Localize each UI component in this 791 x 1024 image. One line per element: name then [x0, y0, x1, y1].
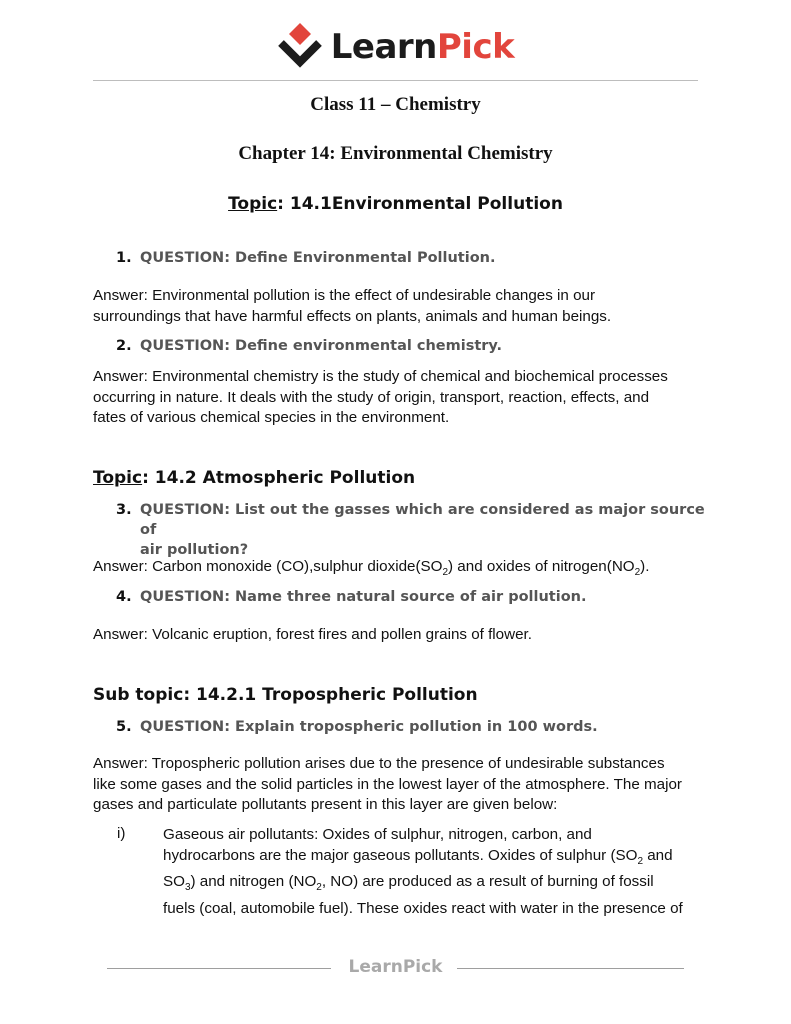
- class-title: Class 11 – Chemistry: [310, 94, 481, 115]
- learnpick-logo: [0, 22, 791, 72]
- topic-heading-1: Topic: 14.1Environmental Pollution: [228, 194, 563, 214]
- header-divider: [93, 80, 698, 81]
- chapter-title: Chapter 14: Environmental Chemistry: [238, 143, 553, 164]
- question-5: 5. QUESTION: Explain tropospheric pollution in 100 words.: [116, 719, 598, 735]
- question-2: 2. QUESTION: Define environmental chemistry.: [116, 338, 503, 354]
- list-marker: i): [117, 825, 126, 842]
- topic-heading-2: Topic: 14.2 Atmospheric Pollution: [93, 468, 416, 488]
- logo-text: LearnPick: [330, 27, 515, 67]
- answer-2: Answer: Environmental chemistry is the study of chemical and biochemical processes occurring in nature. It deals with the study of origin, transport, reaction, effects, and fates of various chemical species in the environment.: [93, 368, 668, 426]
- list-item-gaseous-pollutants: Gaseous air pollutants: Oxides of sulphur, nitrogen, carbon, and hydrocarbons are the major gaseous pollutants. Oxides of sulphur ($SO_2$ and $SO_3$) and nitrogen ($NO_2$, NO) are produced as a result of burning of fossil fuels (coal, automobile fuel). These oxides react with water in the presence of: [163, 826, 683, 917]
- answer-4: Answer: Volcanic eruption, forest fires and pollen grains of flower.: [93, 626, 532, 643]
- footer-brand: LearnPick: [348, 957, 443, 977]
- question-4: 4. QUESTION: Name three natural source of air pollution.: [116, 589, 587, 605]
- learnpick-diamond-icon: [277, 23, 323, 71]
- answer-1: Answer: Environmental pollution is the effect of undesirable changes in our surroundings that have harmful effects on plants, animals and human beings.: [93, 287, 612, 325]
- question-3: 3. QUESTION: List out the gasses which are considered as major source of air pollution?: [116, 502, 705, 558]
- answer-3: Answer: Carbon monoxide (CO),sulphur $dioxide(SO_2)$ and oxides of $nitrogen(NO_2)$.: [93, 558, 650, 579]
- question-1: 1. QUESTION: Define Environmental Pollution.: [116, 250, 496, 266]
- subtopic-heading: Sub topic: 14.2.1 Tropospheric Pollution: [93, 685, 478, 705]
- answer-5: Answer: Tropospheric pollution arises due to the presence of undesirable substances like some gases and the solid particles in the lowest layer of the atmosphere. The major gases and particulate pollutants present in this layer are given below:: [93, 755, 682, 813]
